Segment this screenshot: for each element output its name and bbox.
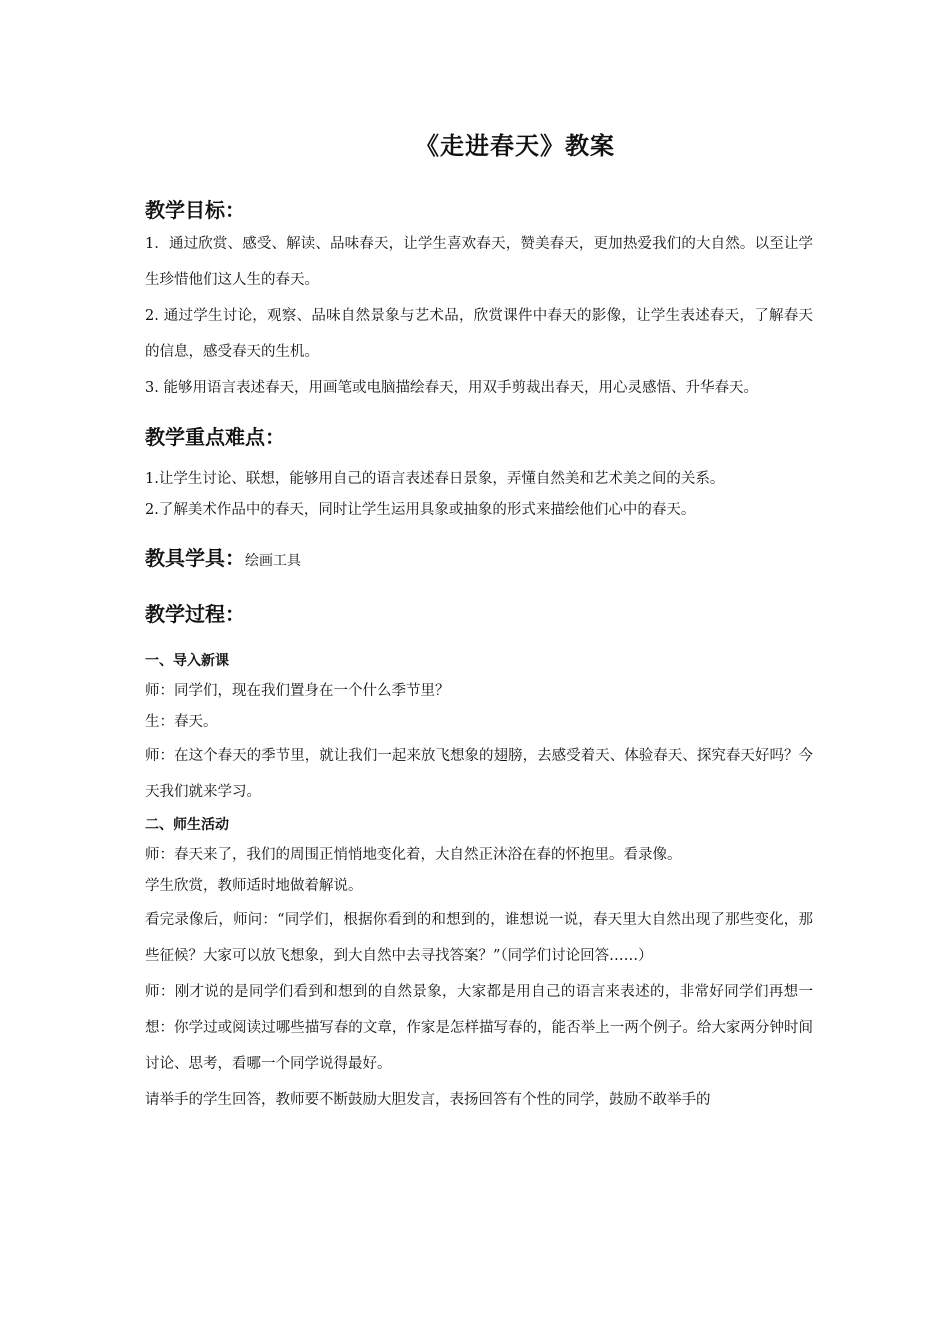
objective-item: 1．通过欣赏、感受、解读、品味春天，让学生喜欢春天，赞美春天，更加热爱我们的大自然。以至让学生珍惜他们这人生的春天。: [145, 236, 813, 288]
document-title: 《走进春天》教案: [415, 132, 615, 160]
section-process: [145, 596, 813, 1118]
process-section-1-title: 一、导入新课: [145, 653, 229, 669]
dialogue-line: 学生欣赏，教师适时地做着解说。: [145, 878, 363, 894]
dialogue-line: 师：同学们，现在我们置身在一个什么季节里？: [145, 683, 450, 699]
dialogue-line: 请举手的学生回答，教师要不断鼓励大胆发言，表扬回答有个性的同学，鼓励不敢举手的: [145, 1092, 711, 1108]
tools-heading: 教具学具：: [145, 546, 245, 570]
key-point-item: 1.让学生讨论、联想，能够用自己的语言表述春日景象，弄懂自然美和艺术美之间的关系。: [145, 471, 725, 487]
process-heading: 教学过程：: [145, 602, 245, 626]
section-tools: [145, 538, 813, 578]
key-point-item: 2.了解美术作品中的春天，同时让学生运用具象或抽象的形式来描绘他们心中的春天。: [145, 502, 696, 518]
section-objectives: [145, 194, 813, 406]
key-points-heading: 教学重点难点：: [145, 425, 285, 449]
document-body: [145, 190, 813, 1118]
tools-value: 绘画工具: [245, 553, 301, 569]
section-key-points: [145, 416, 813, 526]
objective-item: 3. 能够用语言表述春天，用画笔或电脑描绘春天，用双手剪裁出春天，用心灵感悟、升华春天。: [145, 380, 758, 396]
dialogue-line: 师：春天来了，我们的周围正悄悄地变化着，大自然正沐浴在春的怀抱里。看录像。: [145, 847, 682, 863]
dialogue-line: 师：刚才说的是同学们看到和想到的自然景象，大家都是用自己的语言来表述的，非常好同学们再想一想：你学过或阅读过哪些描写春的文章，作家是怎样描写春的，能否举上一两个例子。给大家两分钟时间讨论、思考，看哪一个同学说得最好。: [145, 984, 813, 1072]
process-section-2-title: 二、师生活动: [145, 817, 229, 833]
dialogue-line: 生：春天。: [145, 714, 218, 730]
dialogue-line: 看完录像后，师问：“同学们，根据你看到的和想到的，谁想说一说，春天里大自然出现了那些变化，那些征候？大家可以放飞想象，到大自然中去寻找答案？”（同学们讨论回答……）: [145, 912, 813, 964]
objectives-heading: 教学目标：: [145, 198, 245, 222]
objective-item: 2. 通过学生讨论，观察、品味自然景象与艺术品，欣赏课件中春天的影像，让学生表述春天，了解春天的信息，感受春天的生机。: [145, 308, 813, 360]
dialogue-line: 师：在这个春天的季节里，就让我们一起来放飞想象的翅膀，去感受着天、体验春天、探究春天好吗？今天我们就来学习。: [145, 748, 813, 800]
